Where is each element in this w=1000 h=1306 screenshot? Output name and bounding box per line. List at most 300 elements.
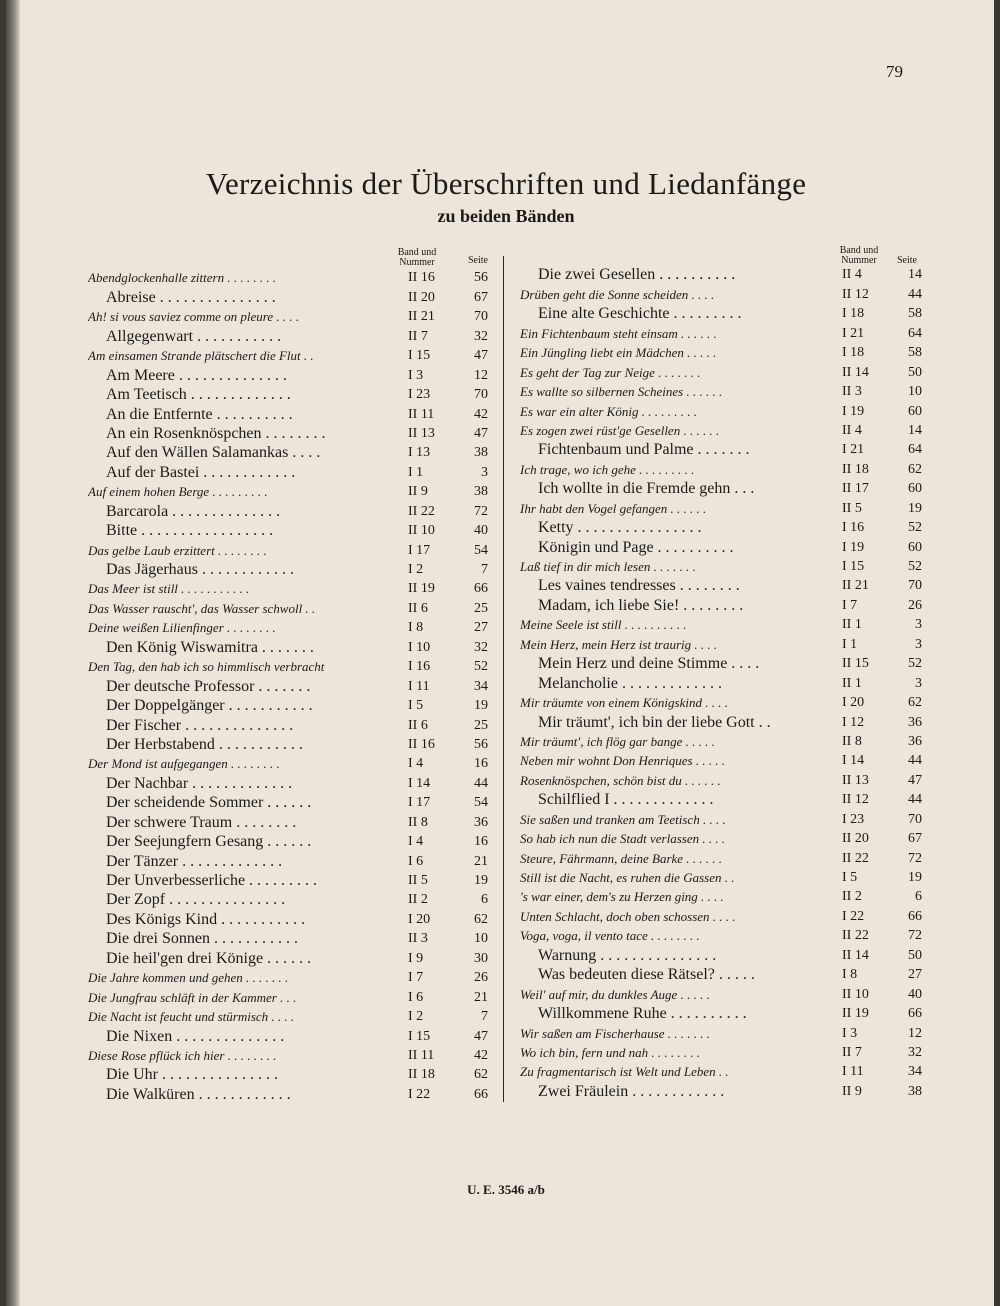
entry-band-number: II 7: [408, 328, 428, 344]
entry-page-number: 66: [908, 908, 922, 924]
index-entry: [520, 306, 925, 325]
entry-page-number: 67: [474, 289, 488, 305]
entry-title: So hab ich nun die Stadt verlassen . . . .: [520, 831, 726, 847]
entry-band-number: I 3: [408, 367, 424, 383]
entry-band-number: II 7: [842, 1044, 862, 1060]
entry-band-number: II 9: [842, 1083, 862, 1099]
entry-title: Fichtenbaum und Palme . . . . . . .: [538, 441, 750, 459]
entry-title: Es war ein alter König . . . . . . . . .: [520, 403, 697, 419]
entry-page-number: 64: [908, 325, 922, 341]
index-entry: [88, 270, 498, 289]
entry-page-number: 36: [908, 714, 922, 730]
entry-band-number: I 1: [408, 464, 424, 480]
entry-page-number: 14: [908, 422, 922, 438]
book-page: [6, 0, 994, 1306]
index-entry: [520, 286, 925, 305]
entry-page-number: 58: [908, 345, 922, 361]
index-entry: [520, 870, 925, 889]
entry-page-number: 72: [908, 928, 922, 944]
entry-title: 's war einer, dem's zu Herzen ging . . . .: [520, 889, 724, 905]
entry-title: Die heil'gen drei Könige . . . . . .: [106, 949, 312, 967]
entry-page-number: 60: [908, 481, 922, 497]
index-entry: [520, 578, 925, 597]
entry-page-number: 44: [474, 775, 488, 791]
entry-page-number: 19: [908, 870, 922, 885]
entry-band-number: I 12: [842, 714, 865, 730]
entry-band-number: I 3: [842, 1025, 858, 1041]
entry-page-number: 26: [908, 597, 922, 613]
entry-title: Der deutsche Professor . . . . . . .: [106, 677, 311, 695]
entry-page-number: 34: [474, 678, 488, 694]
entry-title: Deine weißen Lilienfinger . . . . . . . .: [88, 620, 276, 636]
entry-page-number: 3: [915, 636, 922, 652]
entry-band-number: I 6: [408, 989, 424, 1005]
entry-page-number: 34: [908, 1064, 922, 1080]
index-entry: [88, 542, 498, 561]
entry-band-number: I 14: [408, 775, 431, 791]
entry-band-number: II 1: [842, 617, 862, 633]
index-entry: [520, 267, 925, 286]
entry-band-number: II 12: [842, 286, 869, 302]
entry-title: Ketty . . . . . . . . . . . . . . . .: [538, 519, 702, 537]
index-entry: [520, 500, 925, 519]
index-entry: [520, 597, 925, 616]
entry-title: Die Nixen . . . . . . . . . . . . . .: [106, 1027, 285, 1045]
entry-title: Voga, voga, il vento tace . . . . . . . .: [520, 928, 700, 944]
entry-page-number: 47: [474, 348, 488, 364]
index-entry: [520, 325, 925, 344]
entry-page-number: 44: [908, 286, 922, 302]
entry-page-number: 19: [474, 698, 488, 714]
index-entry: [520, 889, 925, 908]
index-entry: [88, 1048, 498, 1067]
index-entry: [88, 484, 498, 503]
entry-band-number: II 20: [842, 831, 869, 847]
entry-title: Abreise . . . . . . . . . . . . . . .: [106, 288, 276, 306]
entry-page-number: 47: [474, 425, 488, 441]
page-subtitle: zu beiden Bänden: [437, 206, 575, 226]
index-entry: [520, 831, 925, 850]
entry-page-number: 66: [908, 1006, 922, 1022]
index-entry: [88, 1028, 498, 1047]
entry-band-number: I 15: [408, 348, 431, 364]
entry-title: Rosenknöspchen, schön bist du . . . . . .: [520, 772, 721, 788]
index-entry: [520, 636, 925, 655]
entry-band-number: I 19: [842, 539, 865, 555]
entry-page-number: 32: [474, 639, 488, 655]
entry-page-number: 38: [908, 1083, 922, 1099]
entry-title: Es zogen zwei rüst'ge Gesellen . . . . . .: [520, 422, 720, 438]
index-entry: [88, 737, 498, 756]
index-entry: [520, 675, 925, 694]
index-entry: [88, 348, 498, 367]
entry-title: Ich wollte in die Fremde gehn . . .: [538, 480, 755, 498]
index-entry: [520, 772, 925, 791]
index-entry: [88, 970, 498, 989]
entry-title: Auf der Bastei . . . . . . . . . . . .: [106, 463, 296, 481]
entry-title: Auf einem hohen Berge . . . . . . . . .: [88, 484, 268, 500]
entry-title: Still ist die Nacht, es ruhen die Gassen . .: [520, 870, 735, 885]
entry-page-number: 27: [908, 967, 922, 983]
entry-band-number: I 21: [842, 442, 865, 458]
entry-band-number: I 16: [842, 520, 865, 536]
entry-title: Es wallte so silbernen Scheines . . . . . .: [520, 384, 723, 400]
entry-band-number: II 20: [408, 289, 435, 305]
entry-title: An die Entfernte . . . . . . . . . .: [106, 405, 293, 423]
index-entry: [520, 364, 925, 383]
entry-title: Den Tag, den hab ich so himmlisch verbracht: [88, 659, 325, 675]
entry-band-number: II 16: [408, 270, 435, 286]
entry-page-number: 36: [474, 814, 488, 830]
entry-page-number: 32: [908, 1044, 922, 1060]
entry-title: Auf den Wällen Salamankas . . . .: [106, 444, 321, 462]
entry-title: Des Königs Kind . . . . . . . . . . .: [106, 910, 306, 928]
entry-band-number: I 14: [842, 753, 865, 769]
entry-band-number: II 13: [842, 772, 869, 788]
index-entry: [88, 503, 498, 522]
entry-band-number: I 18: [842, 306, 865, 322]
entry-page-number: 30: [474, 950, 488, 966]
index-entry: [88, 795, 498, 814]
entry-title: Warnung . . . . . . . . . . . . . . .: [538, 946, 717, 964]
entry-title: Die drei Sonnen . . . . . . . . . . .: [106, 930, 298, 948]
column-divider: [503, 256, 504, 1102]
entry-band-number: I 22: [842, 908, 865, 924]
entry-page-number: 38: [474, 484, 488, 500]
index-entry: [88, 581, 498, 600]
index-entry: [88, 911, 498, 930]
index-entry: [88, 406, 498, 425]
entry-title: Laß tief in dir mich lesen . . . . . . .: [520, 559, 696, 574]
entry-page-number: 6: [915, 889, 922, 905]
entry-page-number: 62: [474, 911, 488, 927]
entry-title: Melancholie . . . . . . . . . . . . .: [538, 674, 722, 692]
entry-page-number: 27: [474, 620, 488, 636]
entry-title: Die Nacht ist feucht und stürmisch . . . .: [88, 1009, 295, 1025]
index-entry: [88, 931, 498, 950]
index-entry: [88, 873, 498, 892]
entry-band-number: II 19: [408, 581, 435, 597]
entry-page-number: 50: [908, 364, 922, 380]
entry-band-number: I 10: [408, 639, 431, 655]
entry-title: Meine Seele ist still . . . . . . . . . .: [520, 617, 687, 633]
entry-title: Der Doppelgänger . . . . . . . . . . .: [106, 697, 313, 715]
entry-band-number: I 17: [408, 542, 431, 558]
index-entry: [520, 520, 925, 539]
entry-title: Sie saßen und tranken am Teetisch . . . .: [520, 811, 726, 827]
entry-page-number: 52: [908, 656, 922, 672]
index-entry: [520, 403, 925, 422]
entry-band-number: I 2: [408, 1009, 424, 1025]
index-entry: [520, 811, 925, 830]
entry-band-number: II 17: [842, 481, 869, 497]
entry-title: Wir saßen am Fischerhause . . . . . . .: [520, 1025, 711, 1041]
entry-page-number: 42: [474, 406, 488, 422]
entry-page-number: 25: [474, 717, 488, 733]
entry-band-number: II 6: [408, 600, 428, 616]
index-entry: [520, 928, 925, 947]
entry-title: Ihr habt den Vogel gefangen . . . . . .: [520, 500, 707, 516]
entry-page-number: 44: [908, 792, 922, 808]
index-entry: [88, 289, 498, 308]
entry-page-number: 26: [474, 970, 488, 986]
entry-title: Neben mir wohnt Don Henriques . . . . .: [520, 753, 726, 769]
index-entry: [520, 442, 925, 461]
entry-title: Das Wasser rauscht', das Wasser schwoll . .: [88, 600, 316, 616]
entry-band-number: II 14: [842, 947, 869, 963]
entry-page-number: 47: [474, 1028, 488, 1044]
entry-band-number: II 3: [408, 931, 428, 947]
index-entry: [88, 659, 498, 678]
entry-band-number: II 22: [408, 503, 435, 519]
index-entry: [88, 328, 498, 347]
seite-column-header-right: Seite: [897, 255, 917, 266]
entry-band-number: II 8: [842, 733, 862, 749]
index-entry: [88, 620, 498, 639]
entry-page-number: 3: [915, 617, 922, 633]
entry-page-number: 7: [481, 1009, 488, 1025]
index-entry: [88, 464, 498, 483]
entry-title: Die Jungfrau schläft in der Kammer . . .: [88, 989, 297, 1005]
entry-band-number: II 9: [408, 484, 428, 500]
entry-title: Der Herbstabend . . . . . . . . . . .: [106, 735, 303, 753]
entry-band-number: II 2: [408, 892, 428, 908]
entry-page-number: 54: [474, 795, 488, 811]
entry-page-number: 52: [908, 520, 922, 536]
entry-title: Zu fragmentarisch ist Welt und Leben . .: [520, 1064, 729, 1080]
entry-page-number: 60: [908, 403, 922, 419]
entry-band-number: II 15: [842, 656, 869, 672]
index-entry: [88, 678, 498, 697]
entry-page-number: 40: [474, 523, 488, 539]
index-entry: [88, 950, 498, 969]
index-entry: [88, 698, 498, 717]
index-entry: [520, 1006, 925, 1025]
index-entry: [520, 539, 925, 558]
entry-page-number: 70: [474, 309, 488, 325]
entry-title: Ah! si vous saviez comme on pleure . . . .: [88, 309, 300, 325]
index-entry: [88, 1086, 498, 1105]
entry-title: Der Fischer . . . . . . . . . . . . . .: [106, 716, 294, 734]
index-entry: [88, 639, 498, 658]
index-entry: [88, 892, 498, 911]
entry-page-number: 56: [474, 736, 488, 752]
entry-band-number: II 11: [408, 406, 435, 422]
page-number: 79: [886, 62, 903, 81]
entry-title: Bitte . . . . . . . . . . . . . . . . .: [106, 522, 274, 540]
index-entry: [520, 714, 925, 733]
entry-band-number: I 20: [408, 911, 431, 927]
entry-page-number: 38: [474, 445, 488, 461]
entry-band-number: I 11: [408, 678, 430, 694]
entry-page-number: 66: [474, 1086, 488, 1102]
index-entry: [520, 967, 925, 986]
index-entry: [520, 481, 925, 500]
entry-page-number: 50: [908, 947, 922, 963]
entry-page-number: 10: [908, 384, 922, 400]
entry-title: Mein Herz und deine Stimme . . . .: [538, 655, 760, 673]
right-index-column: [520, 267, 925, 1103]
entry-title: Ich trage, wo ich gehe . . . . . . . . .: [520, 461, 695, 477]
entry-page-number: 32: [474, 328, 488, 344]
entry-band-number: II 5: [408, 873, 428, 888]
entry-band-number: II 21: [842, 578, 869, 594]
entry-page-number: 56: [474, 270, 488, 286]
entry-page-number: 3: [915, 675, 922, 691]
entry-page-number: 12: [474, 367, 488, 383]
entry-title: Les vaines tendresses . . . . . . . .: [538, 577, 740, 595]
entry-page-number: 14: [908, 267, 922, 283]
entry-band-number: I 4: [408, 834, 424, 850]
index-entry: [520, 617, 925, 636]
entry-band-number: I 7: [842, 597, 858, 613]
entry-band-number: II 13: [408, 425, 435, 441]
entry-band-number: II 4: [842, 267, 862, 283]
entry-page-number: 54: [474, 542, 488, 558]
index-entry: [88, 523, 498, 542]
entry-title: Das Jägerhaus . . . . . . . . . . . .: [106, 561, 294, 578]
entry-band-number: II 21: [408, 309, 435, 325]
entry-band-number: I 2: [408, 562, 424, 577]
entry-band-number: I 15: [842, 559, 865, 574]
entry-title: Schilflied I . . . . . . . . . . . . .: [538, 791, 714, 809]
band-column-header-left: Band und Nummer: [397, 247, 437, 268]
entry-page-number: 12: [908, 1025, 922, 1041]
entry-title: Die Uhr . . . . . . . . . . . . . . .: [106, 1066, 278, 1084]
entry-title: Mir träumte von einem Königskind . . . .: [520, 695, 728, 711]
index-entry: [520, 734, 925, 753]
entry-page-number: 62: [474, 1067, 488, 1083]
index-entry: [88, 426, 498, 445]
entry-title: Der Tänzer . . . . . . . . . . . . .: [106, 852, 283, 870]
index-entry: [520, 695, 925, 714]
entry-title: Ein Jüngling liebt ein Mädchen . . . . .: [520, 345, 717, 361]
entry-title: Am Meere . . . . . . . . . . . . . .: [106, 366, 287, 384]
entry-page-number: 19: [908, 500, 922, 516]
index-entry: [88, 756, 498, 775]
entry-page-number: 62: [908, 461, 922, 477]
entry-title: Mir träumt', ich flög gar bange . . . . .: [520, 733, 715, 749]
entry-band-number: I 6: [408, 853, 424, 869]
band-column-header-right: Band und Nummer: [839, 245, 879, 266]
index-entry: [88, 814, 498, 833]
index-entry: [88, 367, 498, 386]
index-entry: [88, 445, 498, 464]
entry-band-number: I 11: [842, 1064, 864, 1080]
entry-page-number: 16: [474, 756, 488, 772]
entry-page-number: 67: [908, 831, 922, 847]
index-entry: [88, 989, 498, 1008]
page-title: Verzeichnis der Überschriften und Liedanfänge: [205, 166, 807, 201]
entry-band-number: I 7: [408, 970, 424, 986]
index-entry: [520, 986, 925, 1005]
entry-band-number: II 2: [842, 889, 862, 905]
entry-page-number: 19: [474, 873, 488, 888]
entry-page-number: 6: [481, 892, 488, 908]
entry-page-number: 72: [908, 850, 922, 866]
entry-title: Am einsamen Strande plätschert die Flut . .: [88, 348, 314, 364]
entry-band-number: I 4: [408, 756, 424, 772]
entry-page-number: 16: [474, 834, 488, 850]
entry-title: Es geht der Tag zur Neige . . . . . . .: [520, 364, 701, 380]
entry-title: Am Teetisch . . . . . . . . . . . . .: [106, 386, 291, 404]
entry-title: Zwei Fräulein . . . . . . . . . . . .: [538, 1082, 725, 1100]
entry-title: Den König Wiswamitra . . . . . . .: [106, 638, 314, 656]
entry-title: Barcarola . . . . . . . . . . . . . .: [106, 502, 281, 520]
index-entry: [88, 1067, 498, 1086]
entry-page-number: 21: [474, 989, 488, 1005]
entry-band-number: II 8: [408, 814, 428, 830]
entry-title: Ein Fichtenbaum steht einsam . . . . . .: [520, 325, 717, 341]
entry-page-number: 64: [908, 442, 922, 458]
entry-title: An ein Rosenknöspchen . . . . . . . .: [106, 424, 326, 442]
entry-band-number: I 18: [842, 345, 865, 361]
entry-title: Der Seejungfern Gesang . . . . . .: [106, 833, 312, 851]
entry-title: Das Meer ist still . . . . . . . . . . .: [88, 581, 250, 597]
entry-band-number: I 13: [408, 445, 431, 461]
entry-title: Weil' auf mir, du dunkles Auge . . . . .: [520, 986, 710, 1002]
entry-band-number: II 5: [842, 500, 862, 516]
entry-band-number: I 8: [408, 620, 424, 636]
entry-band-number: II 10: [842, 986, 869, 1002]
index-entry: [520, 1025, 925, 1044]
index-entry: [88, 562, 498, 581]
index-entry: [88, 309, 498, 328]
entry-band-number: II 19: [842, 1006, 869, 1022]
entry-band-number: II 22: [842, 928, 869, 944]
entry-title: Mir träumt', ich bin der liebe Gott . .: [538, 713, 771, 731]
entry-band-number: I 22: [408, 1086, 431, 1102]
entry-band-number: II 14: [842, 364, 869, 380]
index-entry: [520, 461, 925, 480]
index-entry: [520, 559, 925, 578]
entry-band-number: I 17: [408, 795, 431, 811]
entry-band-number: I 23: [842, 811, 865, 827]
entry-title: Königin und Page . . . . . . . . . .: [538, 538, 734, 556]
index-entry: [88, 1009, 498, 1028]
entry-title: Eine alte Geschichte . . . . . . . . .: [538, 305, 742, 323]
entry-band-number: I 23: [408, 387, 431, 403]
entry-band-number: II 3: [842, 384, 862, 400]
entry-band-number: I 20: [842, 695, 865, 711]
entry-title: Wo ich bin, fern und nah . . . . . . . .: [520, 1044, 701, 1060]
entry-page-number: 40: [908, 986, 922, 1002]
index-entry: [88, 387, 498, 406]
entry-title: Die Jahre kommen und gehen . . . . . . .: [88, 970, 289, 986]
index-entry: [520, 1045, 925, 1064]
index-entry: [520, 656, 925, 675]
entry-band-number: II 11: [408, 1047, 435, 1063]
entry-band-number: II 22: [842, 850, 869, 866]
entry-title: Was bedeuten diese Rätsel? . . . . .: [538, 966, 755, 984]
entry-band-number: I 16: [408, 659, 431, 675]
left-index-column: [88, 270, 498, 1106]
index-entry: [520, 423, 925, 442]
entry-band-number: II 1: [842, 675, 862, 691]
entry-page-number: 66: [474, 581, 488, 597]
entry-title: Der Zopf . . . . . . . . . . . . . . .: [106, 891, 286, 909]
entry-band-number: II 12: [842, 792, 869, 808]
index-entry: [520, 792, 925, 811]
entry-page-number: 70: [908, 578, 922, 594]
entry-title: Diese Rose pflück ich hier . . . . . . . .: [88, 1047, 277, 1063]
entry-title: Der scheidende Sommer . . . . . .: [106, 794, 312, 812]
entry-band-number: II 4: [842, 422, 862, 438]
index-entry: [520, 908, 925, 927]
index-entry: [520, 850, 925, 869]
entry-page-number: 52: [474, 659, 488, 675]
entry-page-number: 25: [474, 600, 488, 616]
